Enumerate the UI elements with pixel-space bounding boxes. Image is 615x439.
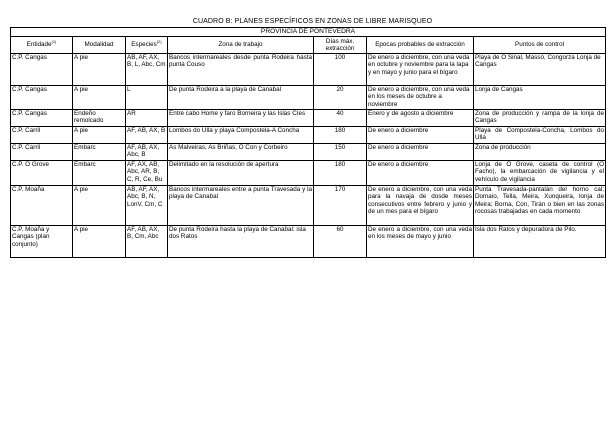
cell-zona: Entre cabo Home y faro Borneira y las Islas Cíes bbox=[168, 110, 314, 127]
cell-epocas: De enero a diciembre, con una veda para la navaja de dosde meses consecutivos entre febrero y junio y de un mes para el bígaro bbox=[367, 186, 474, 226]
cell-especies: AF, AX, AB, Abc, AR, B, C, R, Ce, Bu bbox=[126, 161, 168, 186]
document-page bbox=[10, 18, 605, 258]
cell-epocas: De enero a diciembre, con una veda en octubre y noviembre para la lapa y en mayo y junio para el bígaro bbox=[367, 54, 474, 86]
planes-table bbox=[10, 27, 606, 258]
header-row bbox=[11, 37, 606, 54]
cell-epocas: Enero y de agosto a diciembre bbox=[367, 110, 474, 127]
cell-entidade: C.P. Carril bbox=[11, 144, 73, 161]
header-entidade-label: Entidade bbox=[26, 41, 52, 49]
header-especies bbox=[126, 37, 168, 54]
header-zona: Zona de trabajo bbox=[168, 37, 314, 54]
cell-dias: 180 bbox=[314, 127, 367, 144]
cell-dias: 40 bbox=[314, 110, 367, 127]
cell-puntos: Playa de Compostela-Concha, Lombos do Ulla bbox=[474, 127, 606, 144]
header-dias: Días máx. extracción bbox=[314, 37, 367, 54]
cell-entidade: C.P. Moaña bbox=[11, 186, 73, 226]
header-entidade-note: (1) bbox=[51, 39, 57, 45]
cell-especies: AF, AB, AX, B bbox=[126, 127, 168, 144]
cell-entidade: C.P. Cangas bbox=[11, 110, 73, 127]
cell-zona: Bancos intermareales desde punta Rodeira hasta punta Couso bbox=[168, 54, 314, 86]
cell-modalidad: Embarc bbox=[73, 144, 126, 161]
header-epocas: Epocas probables de extracción bbox=[367, 37, 474, 54]
cell-modalidad: Embarc bbox=[73, 161, 126, 186]
cell-especies: AB, AF, AX, B, L, Abc, Cm bbox=[126, 54, 168, 86]
cell-especies: AF, AB, AX, Abc, B bbox=[126, 144, 168, 161]
cell-entidade: C.P. Cangas bbox=[11, 86, 73, 110]
table-row bbox=[11, 144, 606, 161]
cell-dias: 100 bbox=[314, 54, 367, 86]
cell-entidade: C.P. Cangas bbox=[11, 54, 73, 86]
cell-dias: 150 bbox=[314, 144, 367, 161]
cell-epocas: De enero a diciembre bbox=[367, 161, 474, 186]
cell-zona: As Malveiras, As Briñas, O Con y Corbeiro bbox=[168, 144, 314, 161]
cell-zona: Bancos intermareales entre a punta Travesada y la playa de Canabal bbox=[168, 186, 314, 226]
cell-epocas: De enero a diciembre, con una veda en los meses de octubre a noviembre bbox=[367, 86, 474, 110]
table-caption: CUADRO B: PLANES ESPECÍFICOS EN ZONAS DE LIBRE MARISQUEO bbox=[192, 18, 433, 25]
cell-puntos: Zona de producción y rampa de la lonja de Cangas bbox=[474, 110, 606, 127]
cell-zona: Delimitado en la resolución de apertura bbox=[168, 161, 314, 186]
cell-especies: AB, AF, AX, Abc, B, N, LonV, Cm, C bbox=[126, 186, 168, 226]
cell-dias: 180 bbox=[314, 161, 367, 186]
table-row bbox=[11, 54, 606, 86]
table-row bbox=[11, 186, 606, 226]
cell-zona: De punta Rodeira hasta la playa de Canabal: isla dos Ratos bbox=[168, 226, 314, 258]
cell-modalidad: Endeño remolcado bbox=[73, 110, 126, 127]
cell-modalidad: A pie bbox=[73, 186, 126, 226]
province-row bbox=[11, 28, 606, 37]
cell-puntos: Zona de producción bbox=[474, 144, 606, 161]
cell-entidade: C.P. Moaña y Cangas (plan conjunto) bbox=[11, 226, 73, 258]
header-entidade bbox=[11, 37, 73, 54]
cell-dias: 20 bbox=[314, 86, 367, 110]
cell-epocas: De enero a diciembre bbox=[367, 144, 474, 161]
cell-puntos: Playa de O Sinal, Massó, Congorza Lonja de Cangas bbox=[474, 54, 606, 86]
cell-dias: 60 bbox=[314, 226, 367, 258]
cell-especies: L bbox=[126, 86, 168, 110]
cell-especies: AR bbox=[126, 110, 168, 127]
cell-especies: AF, AB, AX, B, Cm, Abc bbox=[126, 226, 168, 258]
header-especies-note: (2) bbox=[156, 39, 162, 45]
cell-zona: De punta Rodeira a la playa de Canabal bbox=[168, 86, 314, 110]
cell-epocas: De enero a diciembre bbox=[367, 127, 474, 144]
header-especies-label: Especies bbox=[131, 41, 157, 49]
cell-entidade: C.P. O Grove bbox=[11, 161, 73, 186]
cell-epocas: De enero a diciembre, con una veda en los meses de mayo y junio bbox=[367, 226, 474, 258]
header-modalidad: Modalidad bbox=[73, 37, 126, 54]
cell-puntos: Lonja de O Grove, caseta de control (O Facho), la embarcación de vigilancia y el vehículo de vigilancia bbox=[474, 161, 606, 186]
cell-entidade: C.P. Carril bbox=[11, 127, 73, 144]
cell-modalidad: A pie bbox=[73, 226, 126, 258]
cell-modalidad: A pie bbox=[73, 127, 126, 144]
cell-puntos: Lonja de Cangas bbox=[474, 86, 606, 110]
cell-zona: Lombos do Ulla y playa Compostela-A Concha bbox=[168, 127, 314, 144]
cell-dias: 170 bbox=[314, 186, 367, 226]
table-row bbox=[11, 127, 606, 144]
cell-puntos: Isla dos Ratos y depuradora de Pilo. bbox=[474, 226, 606, 258]
cell-modalidad: A pie bbox=[73, 54, 126, 86]
cell-puntos: Punta Travesada-pantalán del horno cal; Domaio, Tella, Meira, Xunqueira, lonja de Meira; Borna, Con, Tirán o bien en las zonas rocosas trabajadas en cada momento bbox=[474, 186, 606, 226]
table-row bbox=[11, 86, 606, 110]
province-label: PROVINCIA DE PONTEVEDRA bbox=[11, 28, 606, 37]
cell-modalidad: A pie bbox=[73, 86, 126, 110]
table-row bbox=[11, 110, 606, 127]
header-puntos: Puntos de control bbox=[474, 37, 606, 54]
table-row bbox=[11, 226, 606, 258]
table-row bbox=[11, 161, 606, 186]
